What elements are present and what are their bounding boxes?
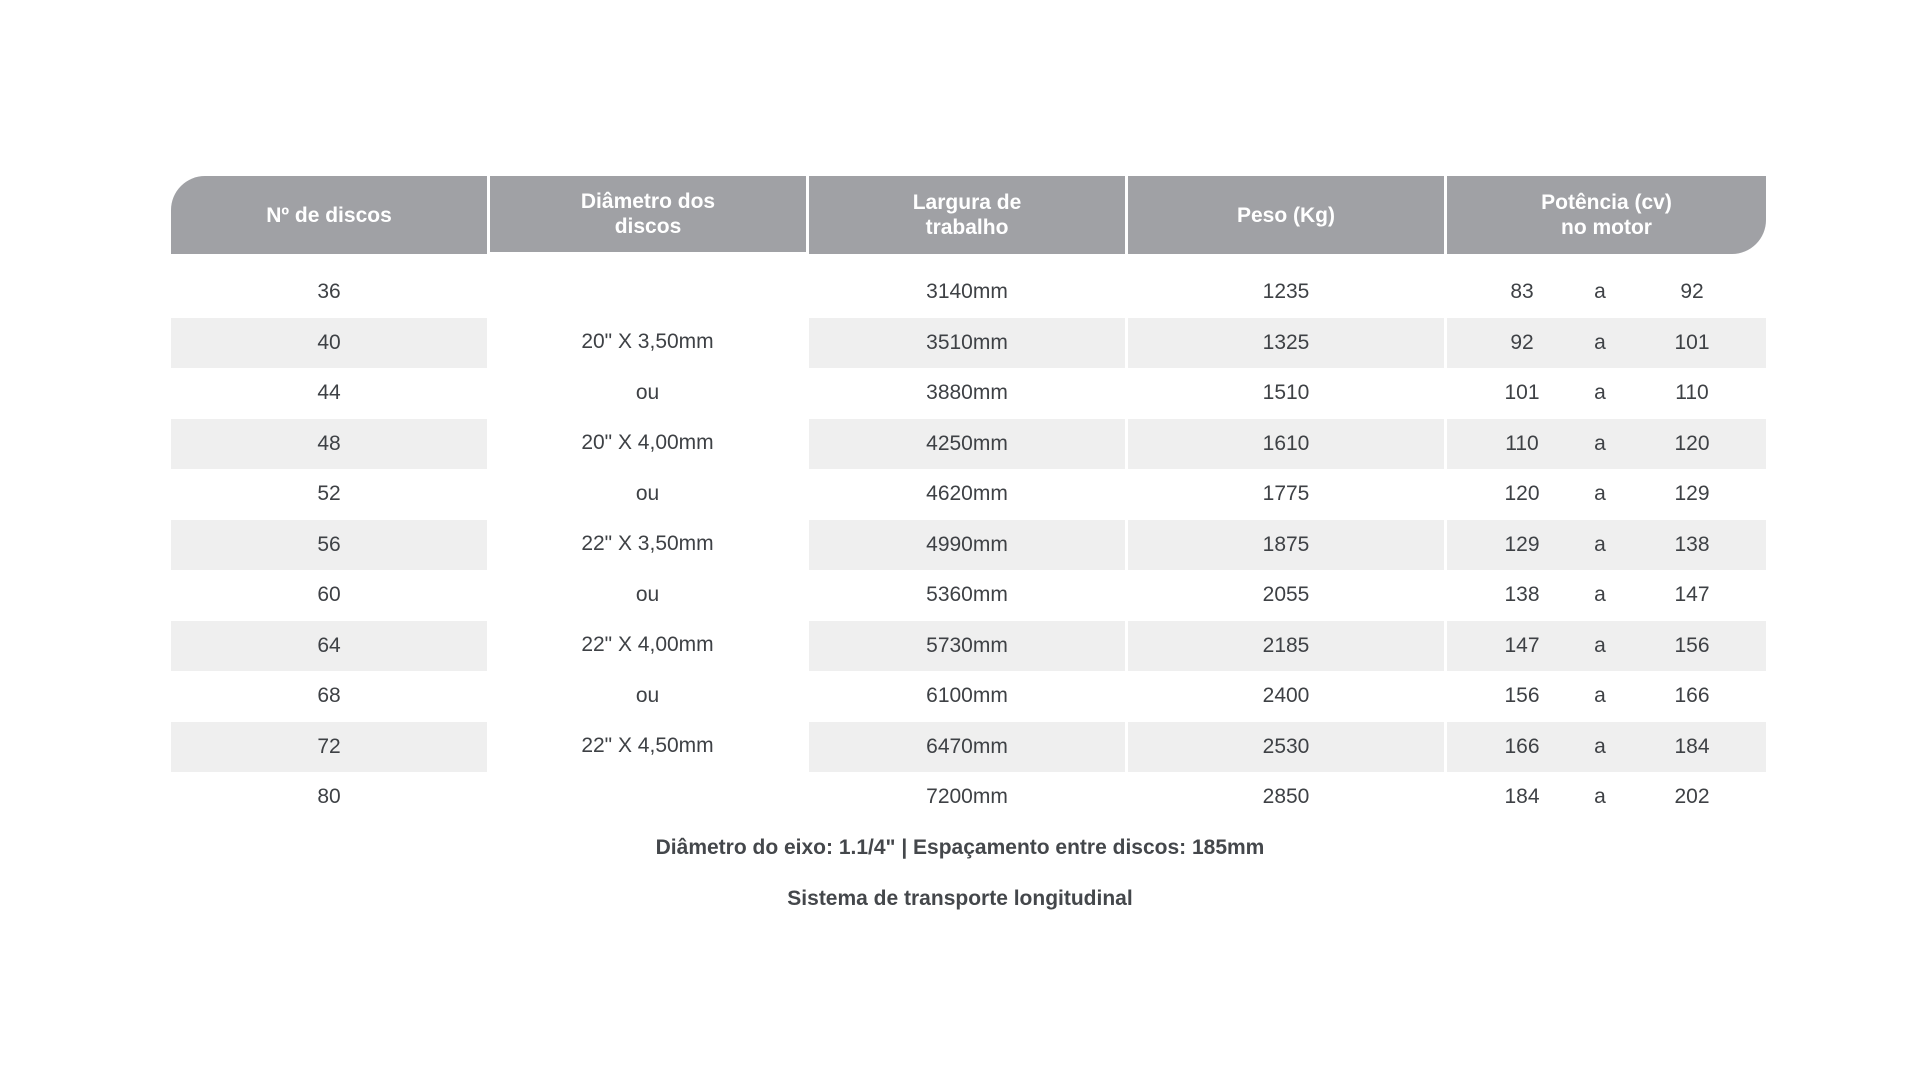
table-row: [171, 722, 1766, 773]
power-cell: [1447, 722, 1766, 773]
width-cell: 4990mm: [809, 520, 1125, 571]
power-max: 110: [1675, 381, 1709, 405]
diameter-option: 22" X 4,00mm: [581, 633, 714, 657]
width-cell: 5360mm: [926, 583, 1008, 607]
table-row: [171, 671, 1766, 722]
power-max: 101: [1674, 330, 1710, 354]
weight-cell: 1235: [1262, 280, 1310, 304]
power-min: 110: [1505, 431, 1539, 455]
table-row: [171, 772, 1766, 823]
table-row: [171, 267, 1766, 318]
transport-system-note: Sistema de transporte longitudinal: [787, 887, 1133, 910]
power-separator: a: [1594, 734, 1606, 758]
discs-cell: 40: [171, 318, 487, 369]
weight-cell: 1325: [1128, 318, 1444, 369]
power-cell: [1447, 469, 1766, 520]
width-cell: 3140mm: [926, 280, 1008, 304]
power-min: 83: [1510, 280, 1534, 304]
weight-cell: 2400: [1262, 684, 1310, 708]
weight-cell: 2055: [1262, 583, 1310, 607]
table-row: [171, 419, 1766, 470]
header-weight: Peso (Kg): [1128, 176, 1444, 254]
width-cell: 3880mm: [926, 381, 1008, 405]
diameter-option: ou: [635, 481, 660, 505]
discs-cell: 36: [317, 280, 341, 304]
power-max: 138: [1674, 532, 1710, 556]
weight-cell: 2530: [1128, 722, 1444, 773]
diameter-option: ou: [635, 380, 660, 404]
header-diameter: Diâmetro dos discos: [490, 176, 806, 252]
power-separator: a: [1594, 431, 1606, 455]
power-max: 156: [1674, 633, 1710, 657]
diameter-option: ou: [635, 582, 660, 606]
power-max: 92: [1680, 280, 1704, 304]
power-max: 120: [1674, 431, 1710, 455]
discs-cell: 56: [171, 520, 487, 571]
discs-cell: 80: [317, 785, 341, 809]
discs-cell: 68: [317, 684, 341, 708]
table-row: [171, 570, 1766, 621]
power-cell: [1447, 570, 1766, 621]
power-cell: [1447, 671, 1766, 722]
table-row: [171, 520, 1766, 571]
diameter-option: ou: [635, 683, 660, 707]
power-cell: [1447, 419, 1766, 470]
power-cell: [1447, 267, 1766, 318]
diameter-option: 20" X 4,00mm: [581, 431, 714, 455]
table-header: [171, 176, 1766, 254]
power-separator: a: [1594, 785, 1606, 809]
power-separator: a: [1594, 532, 1606, 556]
width-cell: 7200mm: [926, 785, 1008, 809]
power-min: 147: [1504, 633, 1540, 657]
table-row: [171, 368, 1766, 419]
header-power: Potência (cv) no motor: [1447, 176, 1766, 254]
power-min: 129: [1504, 532, 1540, 556]
weight-cell: 1775: [1262, 482, 1310, 506]
discs-cell: 52: [317, 482, 341, 506]
power-separator: a: [1594, 330, 1606, 354]
table-row: [171, 318, 1766, 369]
diameter-option: 22" X 4,50mm: [581, 734, 714, 758]
power-min: 166: [1504, 734, 1540, 758]
table-row: [171, 469, 1766, 520]
power-separator: a: [1594, 633, 1606, 657]
power-max: 166: [1674, 684, 1710, 708]
width-cell: 5730mm: [809, 621, 1125, 672]
power-max: 129: [1674, 482, 1710, 506]
weight-cell: 2850: [1262, 785, 1310, 809]
power-separator: a: [1594, 583, 1606, 607]
power-min: 120: [1504, 482, 1540, 506]
power-min: 101: [1504, 381, 1540, 405]
width-cell: 3510mm: [809, 318, 1125, 369]
shaft-spacing-note: Diâmetro do eixo: 1.1/4" | Espaçamento entre discos: 185mm: [655, 836, 1265, 859]
table-row: [171, 621, 1766, 672]
spec-table: [171, 176, 1766, 823]
power-separator: a: [1594, 482, 1606, 506]
width-cell: 6100mm: [926, 684, 1008, 708]
discs-cell: 60: [317, 583, 341, 607]
power-separator: a: [1594, 684, 1606, 708]
width-cell: 4250mm: [809, 419, 1125, 470]
power-min: 184: [1504, 785, 1540, 809]
power-cell: [1447, 772, 1766, 823]
weight-cell: 1875: [1128, 520, 1444, 571]
power-separator: a: [1594, 381, 1606, 405]
weight-cell: 1610: [1128, 419, 1444, 470]
power-max: 202: [1674, 785, 1710, 809]
power-max: 147: [1674, 583, 1710, 607]
power-separator: a: [1594, 280, 1606, 304]
discs-cell: 44: [317, 381, 341, 405]
discs-cell: 64: [171, 621, 487, 672]
discs-cell: 72: [171, 722, 487, 773]
discs-cell: 48: [171, 419, 487, 470]
table-body: [171, 267, 1766, 823]
power-cell: [1447, 621, 1766, 672]
power-min: 92: [1510, 330, 1534, 354]
power-cell: [1447, 520, 1766, 571]
width-cell: 6470mm: [809, 722, 1125, 773]
power-max: 184: [1674, 734, 1710, 758]
power-min: 138: [1504, 583, 1540, 607]
power-cell: [1447, 318, 1766, 369]
header-width: Largura de trabalho: [809, 176, 1125, 254]
weight-cell: 2185: [1128, 621, 1444, 672]
header-discs: Nº de discos: [171, 176, 487, 254]
diameter-options: [490, 267, 805, 822]
weight-cell: 1510: [1262, 381, 1310, 405]
power-min: 156: [1504, 684, 1540, 708]
diameter-option: 22" X 3,50mm: [581, 532, 714, 556]
power-cell: [1447, 368, 1766, 419]
diameter-option: 20" X 3,50mm: [581, 330, 714, 354]
width-cell: 4620mm: [926, 482, 1008, 506]
